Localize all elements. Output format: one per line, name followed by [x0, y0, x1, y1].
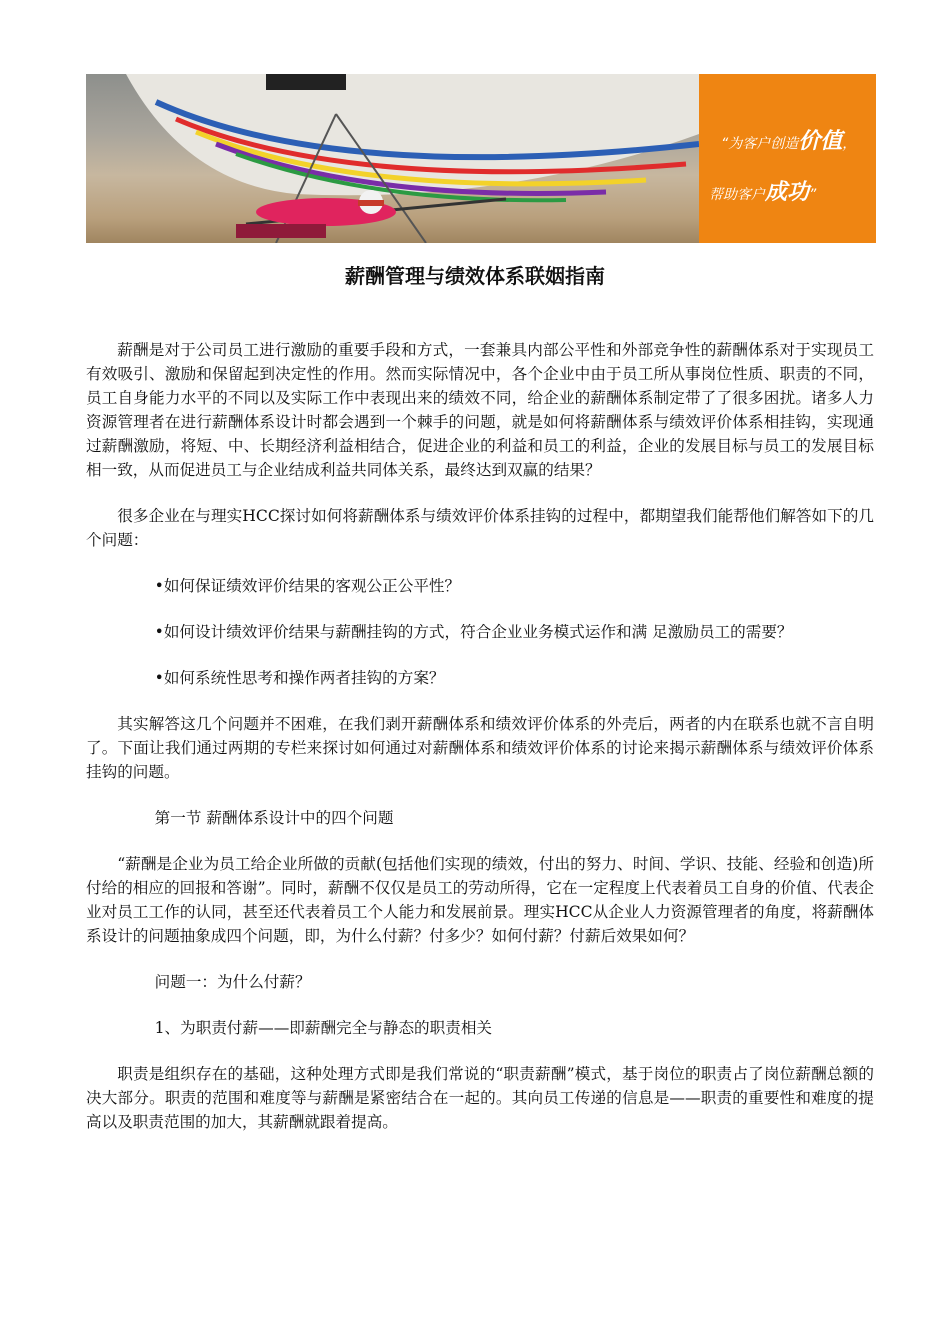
paragraph-intro: 薪酬是对于公司员工进行激励的重要手段和方式，一套兼具内部公平性和外部竞争性的薪酬体系对于实现员工有效吸引、激励和保留起到决定性的作用。然而实际情况中，各个企业中由于员工所从事岗位性质、职责的不同，员工自身能力水平的不同以及实际工作中表现出来的绩效不同，给企业的薪酬体系制定带了了很多困扰。诸多人力资源管理者在进行薪酬体系设计时都会遇到一个棘手的问题，就是如何将薪酬体系与绩效评价体系相挂钩，实现通过薪酬激励，将短、中、长期经济利益相结合，促进企业的利益和员工的利益，企业的发展目标与员工的发展目标相一致，从而促进员工与企业结成利益共同体关系，最终达到双赢的结果？: [86, 341, 874, 479]
bullet-item: •如何保证绩效评价结果的客观公正公平性？: [154, 577, 461, 595]
paragraph-duty-pay: 职责是组织存在的基础，这种处理方式即是我们常说的“职责薪酬”模式，基于岗位的职责占了岗位薪酬总额的决大部分。职责的范围和难度等与薪酬是紧密结合在一起的。其向员工传递的信息是——职责的重要性和难度的提高以及职责范围的加大，其薪酬就跟着提高。: [86, 1065, 874, 1131]
paragraph-questions-lead: 很多企业在与理实HCC探讨如何将薪酬体系与绩效评价体系挂钩的过程中，都期望我们能帮他们解答如下的几个问题：: [86, 507, 874, 549]
hang-glider-photo: [86, 74, 699, 243]
bullet-item: •如何设计绩效评价结果与薪酬挂钩的方式，符合企业业务模式运作和满 足激励员工的需要？: [154, 623, 793, 641]
document-body: [86, 338, 874, 1156]
subheading: 1、为职责付薪——即薪酬完全与静态的职责相关: [154, 1019, 493, 1037]
question-heading: 问题一：为什么付薪？: [154, 973, 311, 991]
slogan-line-2: 帮助客户成功”: [709, 180, 817, 205]
header-banner: [86, 74, 876, 243]
slogan-line-1: “为客户创造价值，: [721, 129, 857, 154]
bullet-item: •如何系统性思考和操作两者挂钩的方案？: [154, 669, 445, 687]
slogan-box: [699, 74, 876, 243]
paragraph-definition: “薪酬是企业为员工给企业所做的贡献(包括他们实现的绩效，付出的努力、时间、学识、技能、经验和创造)所付给的相应的回报和答谢”。同时，薪酬不仅仅是员工的劳动所得，它在一定程度上代表着员工自身的价值、代表企业对员工工作的认同，甚至还代表着员工个人能力和发展前景。理实HCC从企业人力资源管理者的角度，将薪酬体系设计的问题抽象成四个问题，即，为什么付薪？付多少？如何付薪？付薪后效果如何？: [86, 855, 874, 945]
paragraph-answer: 其实解答这几个问题并不困难，在我们剥开薪酬体系和绩效评价体系的外壳后，两者的内在联系也就不言自明了。下面让我们通过两期的专栏来探讨如何通过对薪酬体系和绩效评价体系的讨论来揭示薪酬体系与绩效评价体系挂钩的问题。: [86, 715, 874, 781]
document-title: 薪酬管理与绩效体系联姻指南: [345, 264, 605, 288]
section-heading: 第一节 薪酬体系设计中的四个问题: [154, 809, 394, 827]
